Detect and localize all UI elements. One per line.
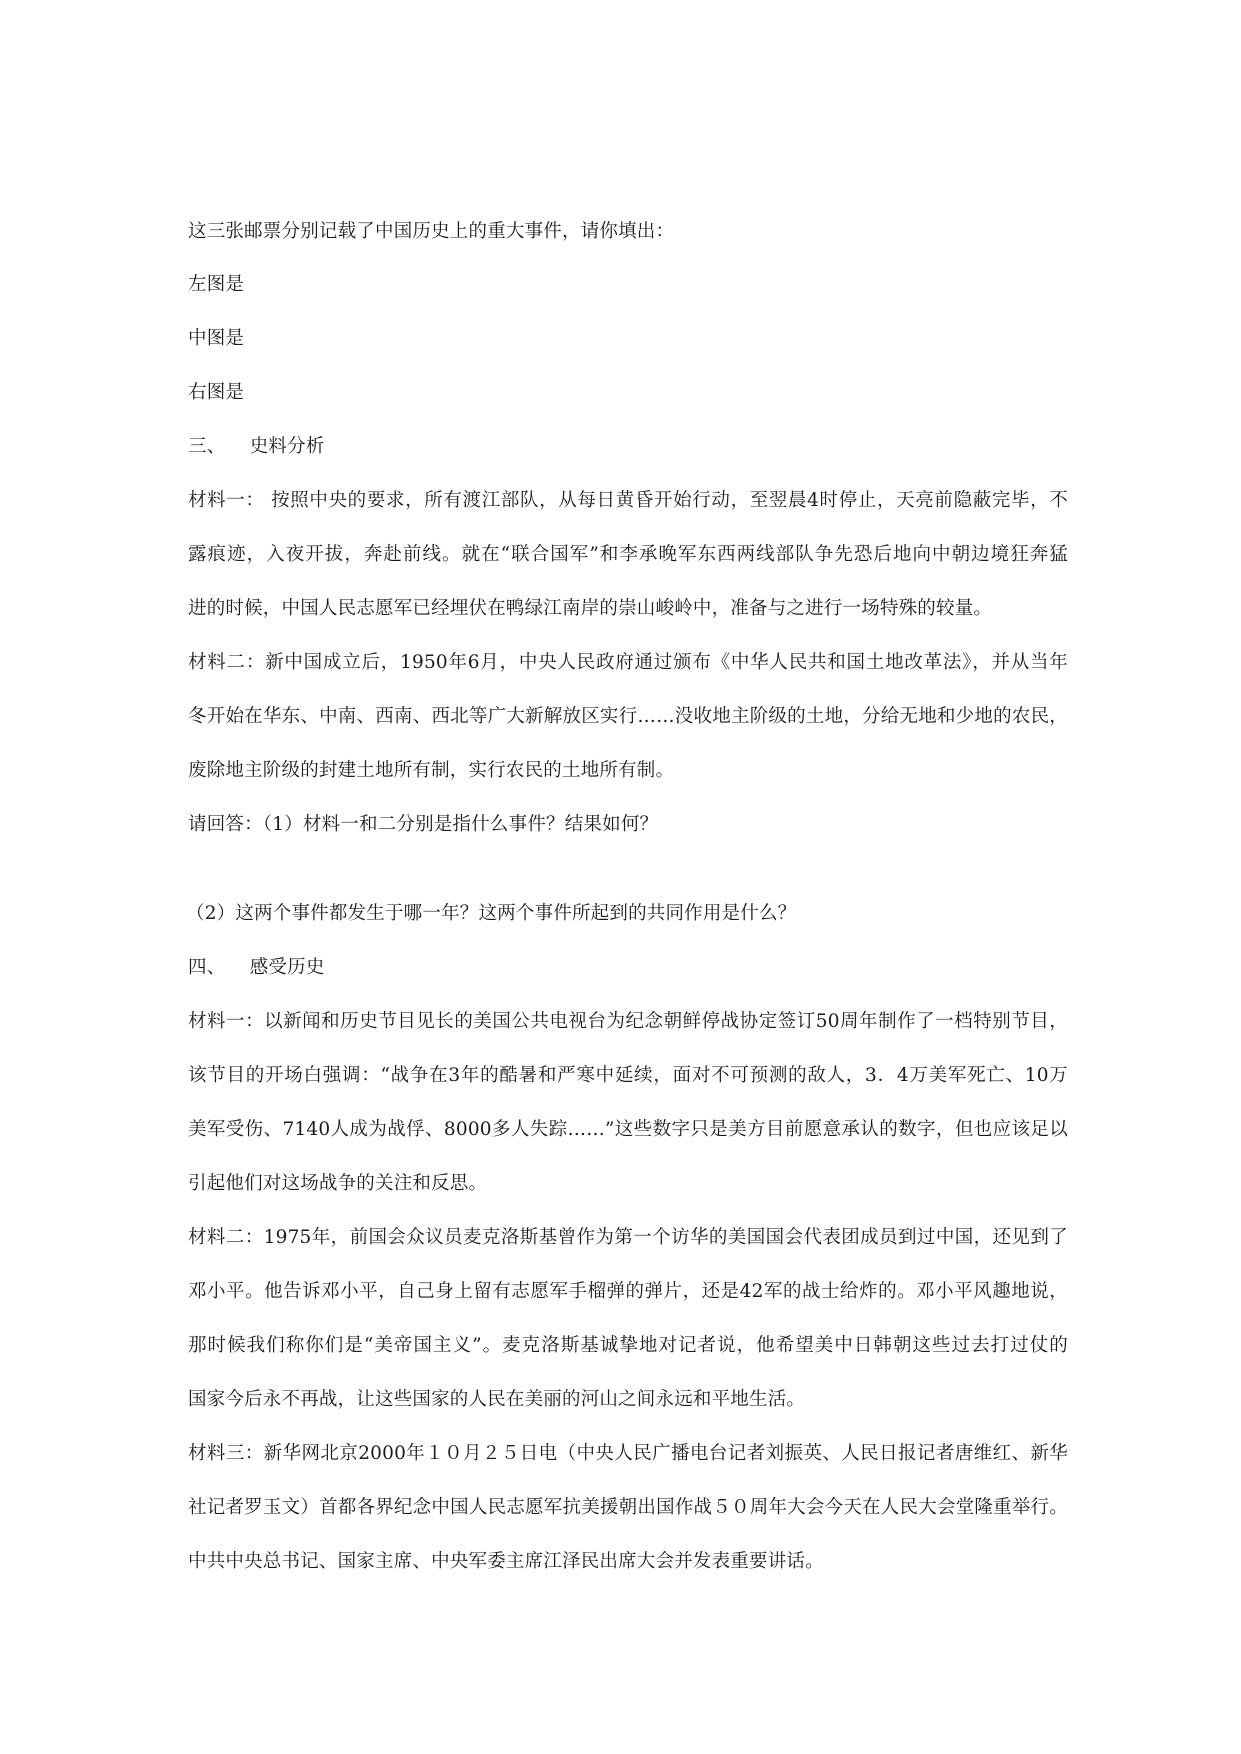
section-four-material-one-line-3: 美军受伤、7140人成为战俘、8000多人失踪……”这些数字只是美方目前愿意承认的数字，但也应该足以	[188, 1119, 1068, 1140]
section-four-material-two-line-1: 材料二：1975年，前国会众议员麦克洛斯基曾作为第一个访华的美国国会代表团成员到过中国，还见到了	[188, 1227, 1068, 1248]
section-four-material-two-line-3: 那时候我们称你们是“美帝国主义”。麦克洛斯基诚挚地对记者说，他希望美中日韩朝这些过去打过仗的	[188, 1335, 1068, 1356]
section-three-material-one-line-2: 露痕迹，入夜开拔，奔赴前线。就在“联合国军”和李承晚军东西两线部队争先恐后地向中朝边境狂奔猛	[188, 544, 1068, 565]
right-image-blank: 右图是	[188, 382, 245, 403]
section-three-material-one-line-1: 材料一： 按照中央的要求，所有渡江部队，从每日黄昏开始行动，至翌晨4时停止，天亮前隐蔽完毕，不	[188, 490, 1068, 511]
section-three-material-two-line-1: 材料二：新中国成立后，1950年6月，中央人民政府通过颁布《中华人民共和国土地改革法》，并从当年	[188, 652, 1068, 673]
section-three-material-two-line-3: 废除地主阶级的封建土地所有制，实行农民的土地所有制。	[188, 760, 675, 781]
section-three-material-one-line-3: 进的时候，中国人民志愿军已经埋伏在鸭绿江南岸的崇山峻岭中，准备与之进行一场特殊的较量。	[188, 598, 993, 619]
section-four-material-two-line-2: 邓小平。他告诉邓小平，自己身上留有志愿军手榴弹的弹片，还是42军的战士给炸的。邓小平风趣地说，	[188, 1281, 1068, 1302]
section-three-heading: 三、 史料分析	[188, 436, 325, 457]
section-four-material-one-line-2: 该节目的开场白强调：“战争在3年的酷暑和严寒中延续，面对不可预测的敌人，3．4万美军死亡、10万	[188, 1065, 1068, 1086]
section-four-material-three-line-3: 中共中央总书记、国家主席、中央军委主席江泽民出席大会并发表重要讲话。	[188, 1551, 824, 1572]
section-four-material-one-line-4: 引起他们对这场战争的关注和反思。	[188, 1173, 488, 1194]
stamps-question: 这三张邮票分别记载了中国历史上的重大事件，请你填出：	[188, 221, 675, 242]
question-two: （2）这两个事件都发生于哪一年？这两个事件所起到的共同作用是什么？	[186, 903, 797, 924]
section-four-material-three-line-1: 材料三：新华网北京2000年１０月２５日电（中央人民广播电台记者刘振英、人民日报记者唐维红、新华	[188, 1443, 1068, 1464]
left-image-blank: 左图是	[188, 274, 245, 295]
section-four-material-one-line-1: 材料一：以新闻和历史节目见长的美国公共电视台为纪念朝鲜停战协定签订50周年制作了一档特别节目，	[188, 1011, 1068, 1032]
section-four-material-two-line-4: 国家今后永不再战，让这些国家的人民在美丽的河山之间永远和平地生活。	[188, 1389, 806, 1410]
section-four-heading: 四、 感受历史	[188, 957, 325, 978]
section-three-material-two-line-2: 冬开始在华东、中南、西南、西北等广大新解放区实行……没收地主阶级的土地，分给无地和少地的农民，	[188, 706, 1068, 727]
section-four-material-three-line-2: 社记者罗玉文）首都各界纪念中国人民志愿军抗美援朝出国作战５０周年大会今天在人民大会堂隆重举行。	[188, 1497, 1068, 1518]
middle-image-blank: 中图是	[188, 328, 245, 349]
question-one: 请回答：（1）材料一和二分别是指什么事件？结果如何？	[188, 814, 659, 835]
